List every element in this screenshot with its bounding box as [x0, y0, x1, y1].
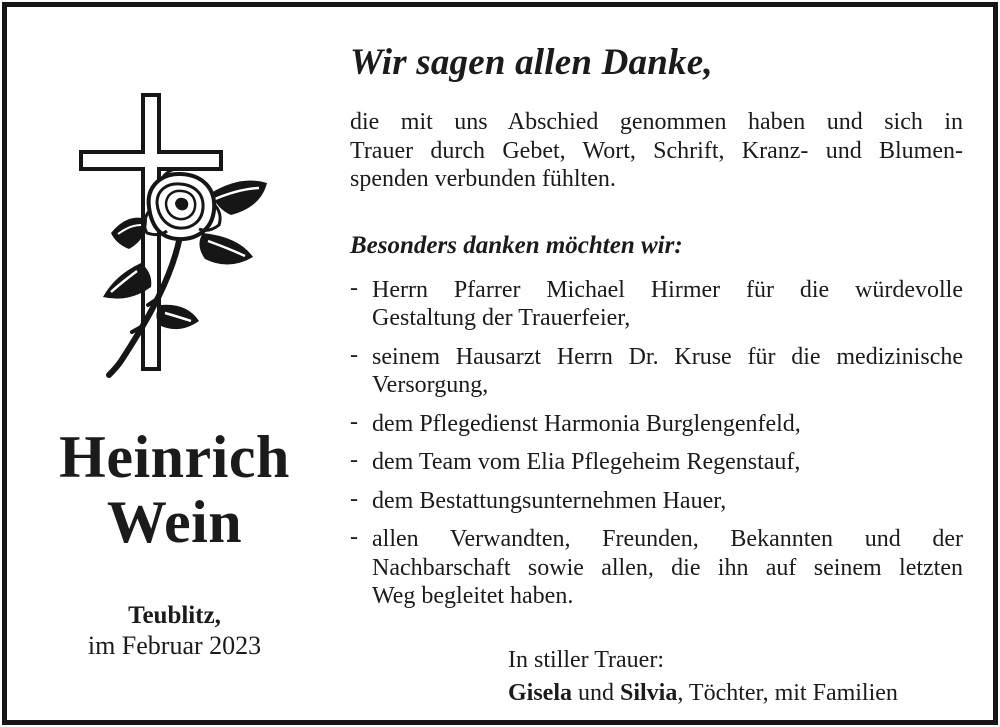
- list-item: [350, 410, 963, 439]
- list-item-line: Nachbarschaft sowie allen, die ihn auf seinem letzten: [372, 554, 963, 581]
- cross-with-rose-icon: [45, 91, 305, 391]
- intro-line: Trauer durch Gebet, Wort, Schrift, Kranz- und Blumen-: [350, 137, 963, 164]
- list-item-line: Gestaltung der Trauerfeier,: [372, 305, 631, 331]
- list-item: [350, 343, 963, 400]
- list-item: [350, 276, 963, 333]
- list-item-line: seinem Hausarzt Herrn Dr. Kruse für die medizinische: [372, 343, 963, 370]
- signature-rest: , Töchter, mit Familien: [677, 680, 898, 706]
- list-item-line: dem Bestattungsunternehmen Hauer,: [372, 487, 727, 514]
- deceased-last-name: Wein: [106, 489, 243, 555]
- place-line: Teublitz,: [128, 602, 221, 629]
- date-line: im Februar 2023: [87, 631, 262, 660]
- mourner-name: Silvia: [620, 680, 678, 706]
- notice-border-frame: [2, 2, 998, 725]
- intro-line: spenden verbunden fühlten.: [350, 166, 616, 192]
- list-item: [350, 525, 963, 611]
- intro-line: die mit uns Abschied genommen haben und sich in: [350, 109, 963, 135]
- signature-conjunction: und: [572, 680, 620, 706]
- closing-line: In stiller Trauer:: [508, 646, 664, 673]
- list-item: [350, 448, 963, 477]
- signature-line: [350, 679, 963, 708]
- list-dash-marker: -: [350, 447, 358, 473]
- list-item: [350, 487, 963, 516]
- list-dash-marker: -: [350, 408, 358, 435]
- right-column: [350, 7, 963, 708]
- deceased-name: [7, 425, 342, 555]
- deceased-first-name: Heinrich: [59, 424, 290, 490]
- list-item-line: Herrn Pfarrer Michael Hirmer für die würdevolle: [372, 276, 963, 303]
- left-column: [7, 7, 342, 720]
- list-dash-marker: -: [350, 485, 358, 512]
- list-dash-marker: -: [350, 341, 358, 368]
- list-dash-marker: -: [350, 274, 358, 301]
- list-item-line: dem Pflegedienst Harmonia Burglengenfeld,: [372, 410, 801, 437]
- thanks-list: [350, 276, 963, 611]
- list-item-line: Versorgung,: [372, 372, 489, 398]
- list-item-line: Weg begleitet haben.: [372, 583, 574, 609]
- list-dash-marker: -: [350, 524, 358, 550]
- intro-paragraph: [350, 108, 963, 194]
- thanks-heading: Besonders danken möchten wir:: [350, 231, 683, 259]
- list-item-line: dem Team vom Elia Pflegeheim Regenstauf,: [372, 449, 801, 475]
- notice-title: Wir sagen allen Danke,: [350, 42, 713, 83]
- mourner-name: Gisela: [508, 680, 572, 706]
- list-item-line: allen Verwandten, Freunden, Bekannten und der: [372, 526, 963, 552]
